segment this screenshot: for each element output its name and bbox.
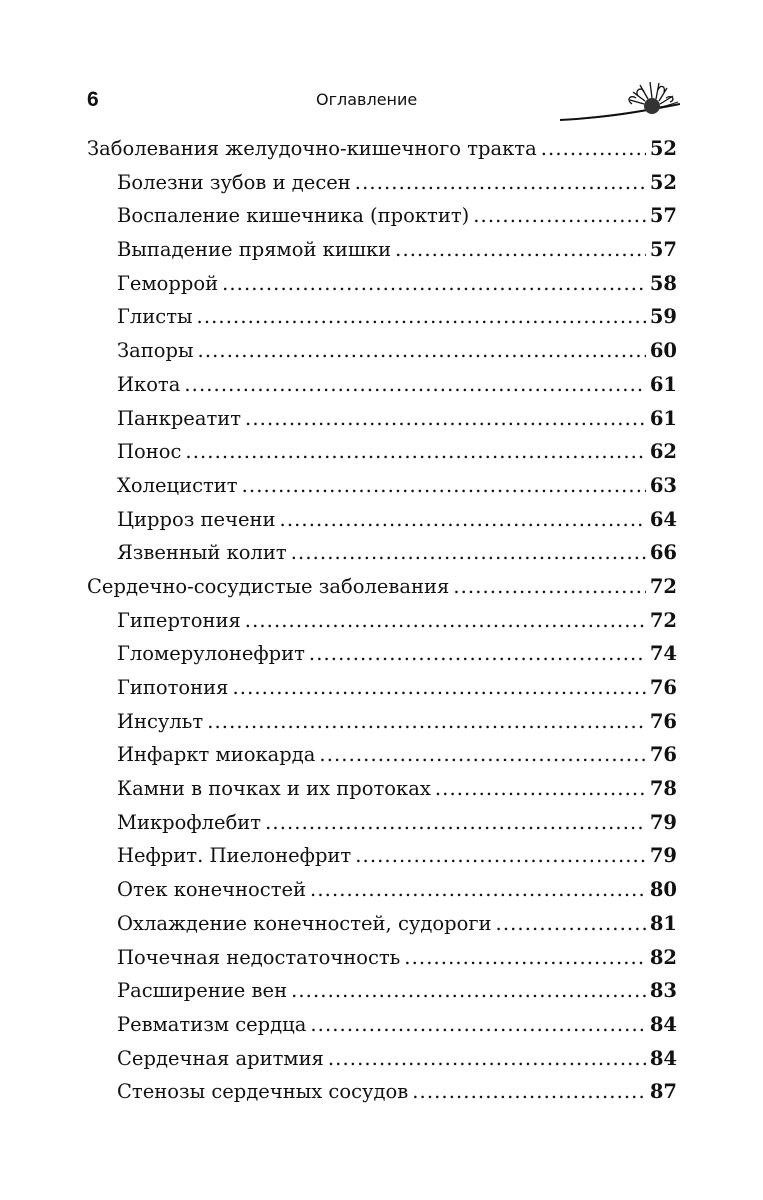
toc-section-entry [87,570,677,604]
toc-entry-title: Расширение вен [117,979,288,1003]
toc-entry-title: Запоры [117,339,194,363]
toc-section-entry [87,132,677,166]
toc-entry [87,1075,677,1109]
toc-entry [87,839,677,873]
toc-entry-title: Сердечно-сосудистые заболевания [87,574,450,598]
toc-entry-title: Отек конечностей [117,878,307,902]
toc-entry-title: Инсульт [117,709,204,733]
toc-entry-page: 72 [649,608,677,632]
toc-entry [87,435,677,469]
toc-entry-page: 72 [649,574,677,598]
toc-entry-page: 84 [649,1012,677,1036]
toc-entry-title: Геморрой [117,271,219,295]
dot-leader [310,1008,646,1042]
toc-entry-page: 52 [649,170,677,194]
toc-entry-title: Нефрит. Пиелонефрит [117,844,352,868]
toc-entry-page: 63 [649,473,677,497]
toc-entry [87,941,677,975]
dot-leader [328,1042,646,1076]
toc-entry-title: Гипертония [117,608,241,632]
toc-entry [87,637,677,671]
dot-leader [404,941,646,975]
dot-leader [232,671,645,705]
toc-entry-page: 79 [649,844,677,868]
toc-entry-title: Икота [117,372,181,396]
toc-entry-title: Выпадение прямой кишки [117,238,392,262]
toc-entry [87,873,677,907]
toc-entry-page: 81 [649,911,677,935]
toc-entry-title: Почечная недостаточность [117,945,401,969]
dot-leader [280,503,646,537]
toc-entry [87,806,677,840]
toc-entry-page: 58 [649,271,677,295]
toc-entry [87,907,677,941]
dot-leader [355,166,646,200]
toc-entry-title: Микрофлебит [117,810,262,834]
toc-entry-title: Цирроз печени [117,507,276,531]
dot-leader [242,469,646,503]
dot-leader [222,267,646,301]
toc-entry-page: 59 [649,305,677,329]
dot-leader [185,435,645,469]
dot-leader [473,199,646,233]
dot-leader [309,637,646,671]
dot-leader [184,368,646,402]
dot-leader [355,839,646,873]
dot-leader [395,233,646,267]
dot-leader [265,806,646,840]
page-number: 6 [87,88,99,111]
toc-entry-page: 62 [649,440,677,464]
toc-entry-title: Гипотония [117,676,229,699]
toc-entry-title: Глисты [117,305,193,329]
toc-entry-title: Сердечная аритмия [117,1046,324,1070]
toc-entry [87,233,677,267]
toc-entry-page: 66 [649,541,677,565]
toc-entry-page: 76 [649,709,677,733]
dot-leader [319,738,645,772]
dot-leader [435,772,646,806]
dot-leader [291,974,646,1008]
toc-entry [87,772,677,806]
dot-leader [245,604,646,638]
toc-entry-page: 76 [649,676,677,699]
toc-entry-title: Камни в почках и их протоках [117,777,431,801]
toc-entry-page: 76 [649,743,677,767]
toc-entry-page: 61 [649,372,677,396]
toc-entry [87,199,677,233]
toc-entry-page: 82 [649,945,677,969]
toc-entry [87,267,677,301]
toc-entry [87,1042,677,1076]
toc-entry-title: Панкреатит [117,406,242,430]
toc-entry [87,738,677,772]
dot-leader [412,1075,646,1109]
toc-entry-title: Холецистит [117,473,238,497]
toc-entry-title: Охлаждение конечностей, судороги [117,911,492,935]
toc-entry-page: 64 [649,507,677,531]
toc-entry [87,300,677,334]
toc-entry-title: Гломерулонефрит [117,642,305,666]
table-of-contents [87,132,677,1109]
toc-entry-page: 52 [649,137,677,160]
dot-leader [310,873,646,907]
toc-entry [87,536,677,570]
toc-entry-title: Инфаркт миокарда [117,743,316,767]
toc-entry [87,368,677,402]
toc-entry-page: 80 [649,878,677,902]
toc-entry-page: 87 [649,1080,677,1104]
dot-leader [541,132,646,166]
toc-entry-title: Заболевания желудочно-кишечного тракта [87,137,537,160]
toc-entry-page: 61 [649,406,677,430]
toc-entry [87,1008,677,1042]
toc-entry-page: 57 [649,204,677,228]
toc-entry-page: 84 [649,1046,677,1070]
dot-leader [291,536,646,570]
dot-leader [198,334,646,368]
toc-entry-title: Язвенный колит [117,541,287,565]
toc-entry-page: 74 [649,642,677,666]
dot-leader [453,570,646,604]
toc-entry-page: 60 [649,339,677,363]
toc-entry-page: 57 [649,238,677,262]
toc-entry-title: Ревматизм сердца [117,1012,307,1036]
toc-entry [87,469,677,503]
toc-entry-page: 79 [649,810,677,834]
toc-entry [87,166,677,200]
toc-entry [87,974,677,1008]
toc-entry-title: Воспаление кишечника (проктит) [117,204,470,228]
toc-entry [87,671,677,705]
toc-entry [87,705,677,739]
toc-entry [87,503,677,537]
dot-leader [245,402,646,436]
running-title: Оглавление [316,90,418,109]
toc-entry-title: Понос [117,440,182,464]
toc-entry-title: Болезни зубов и десен [117,170,351,194]
toc-entry [87,402,677,436]
toc-entry [87,604,677,638]
toc-entry-page: 78 [649,777,677,801]
toc-entry-page: 83 [649,979,677,1003]
dot-leader [496,907,646,941]
dot-leader [197,300,646,334]
toc-entry [87,334,677,368]
toc-entry-title: Стенозы сердечных сосудов [117,1080,409,1104]
dot-leader [207,705,646,739]
sunflower-ornament-icon [560,72,680,128]
